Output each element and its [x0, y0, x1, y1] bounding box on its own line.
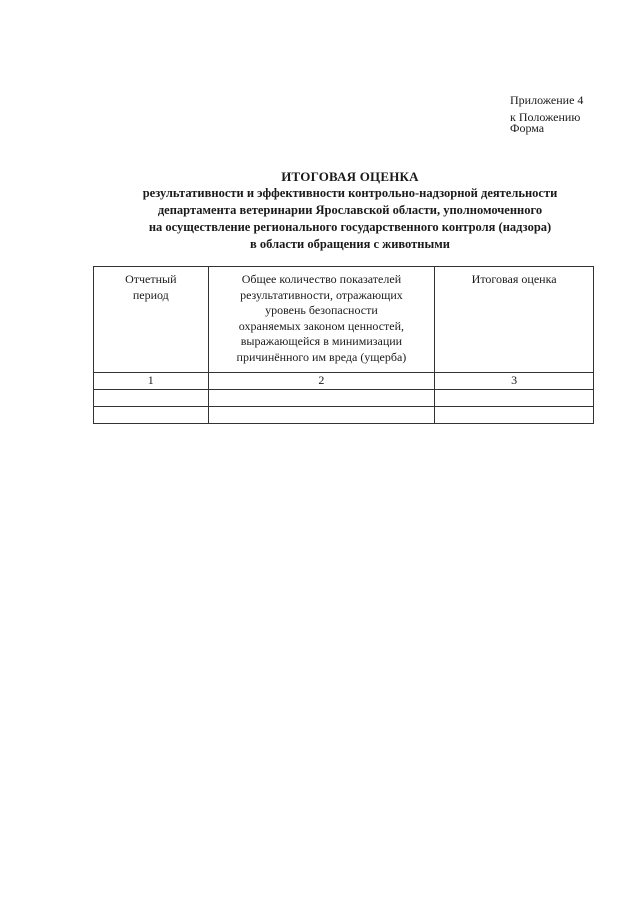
appendix-number: Приложение 4 [510, 93, 584, 107]
header-text-line: Итоговая оценка [471, 272, 557, 286]
document-title [60, 168, 640, 253]
table-row [94, 407, 594, 424]
column-number: 2 [208, 373, 435, 390]
table-cell[interactable] [435, 407, 594, 424]
title-main: ИТОГОВАЯ ОЦЕНКА [281, 169, 419, 184]
assessment-table [93, 266, 594, 424]
table-header-row [94, 267, 594, 373]
table-cell[interactable] [94, 407, 209, 424]
table-cell[interactable] [435, 390, 594, 407]
header-text-line: Общее количество показателей [241, 272, 402, 286]
title-line: на осуществление регионального государственного контроля (надзора) [148, 220, 552, 234]
title-line: результативности и эффективности контрольно-надзорной деятельности [142, 186, 558, 200]
header-text-line: выражающейся в минимизации [240, 334, 403, 348]
header-indicators-count [208, 267, 435, 373]
header-text-line: период [132, 287, 169, 302]
appendix-regulation: к Положению [510, 110, 581, 124]
column-number: 3 [435, 373, 594, 390]
column-number: 1 [94, 373, 209, 390]
form-label: Форма [510, 121, 545, 135]
header-period [94, 267, 209, 373]
header-text-line: охраняемых законом ценностей, [238, 318, 405, 333]
table-cell[interactable] [208, 407, 435, 424]
column-number-row [94, 373, 594, 390]
title-line: в области обращения с животными [250, 237, 450, 251]
header-text-line: уровень безопасности [265, 303, 378, 317]
title-line: департамента ветеринарии Ярославской области, уполномоченного [157, 203, 543, 217]
header-text-line: причинённого им вреда (ущерба) [236, 349, 407, 364]
header-text-line: результативности, отражающих [240, 287, 403, 302]
header-text-line: Отчетный [125, 272, 177, 286]
table-cell[interactable] [208, 390, 435, 407]
table-cell[interactable] [94, 390, 209, 407]
table-row [94, 390, 594, 407]
header-final-score [435, 267, 594, 373]
